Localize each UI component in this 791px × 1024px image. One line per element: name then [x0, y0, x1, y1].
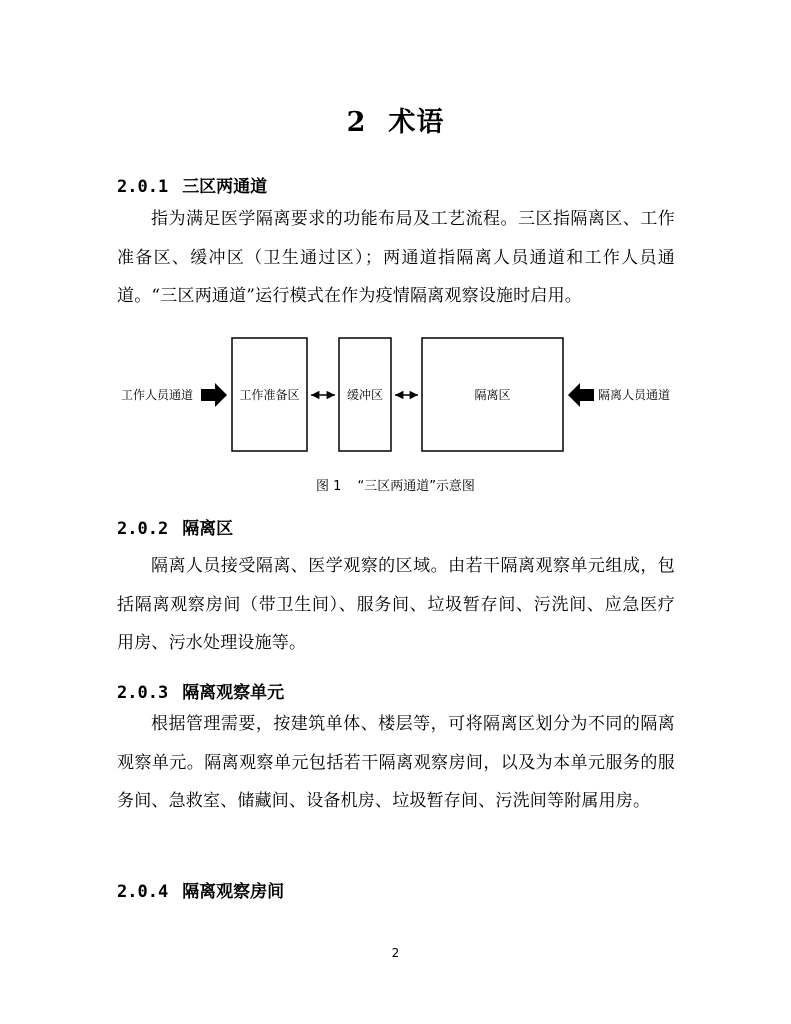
left-channel-arrow-icon: [201, 383, 227, 407]
left-channel-label: 工作人员通道: [121, 388, 194, 402]
section-heading-2-0-4: [117, 877, 284, 902]
section-heading-2-0-1: [117, 172, 267, 197]
chapter-number: 2: [346, 107, 367, 138]
section-title: 三区两通道: [182, 177, 268, 197]
section-paragraph-2-0-1: 指为满足医学隔离要求的功能布局及工艺流程。三区指隔离区、工作准备区、缓冲区（卫生通过区）；两通道指隔离人员通道和工作人员通道。“三区两通道”运行模式在作为疫情隔离观察设施时启用。: [117, 209, 675, 306]
section-title: 隔离观察房间: [182, 882, 285, 902]
page-number: 2: [391, 946, 400, 960]
chapter-title: [0, 100, 791, 139]
zone-isolation-label: 隔离区: [474, 388, 511, 402]
section-heading-2-0-3: [117, 678, 284, 703]
right-channel-label: 隔离人员通道: [598, 388, 671, 402]
zone-work-label: 工作准备区: [239, 388, 300, 402]
section-number: 2.0.3: [117, 683, 169, 703]
chapter-title-text: 术语: [388, 107, 445, 138]
section-title: 隔离观察单元: [182, 683, 285, 703]
right-channel-arrow-icon: [568, 383, 594, 407]
section-number: 2.0.2: [117, 519, 169, 539]
section-paragraph-2-0-3: 根据管理需要，按建筑单体、楼层等，可将隔离区划分为不同的隔离观察单元。隔离观察单元包括若干隔离观察房间，以及为本单元服务的服务间、急救室、储藏间、设备机房、垃圾暂存间、污洗间等附属用房。: [117, 714, 675, 811]
zone-buffer-label: 缓冲区: [346, 388, 384, 402]
section-heading-2-0-2: [117, 514, 233, 539]
section-number: 2.0.4: [117, 882, 169, 902]
figure-caption-text: “三区两通道”示意图: [357, 479, 475, 494]
section-title: 隔离区: [182, 519, 234, 539]
figure-caption: [0, 475, 791, 494]
section-paragraph-2-0-2: 隔离人员接受隔离、医学观察的区域。由若干隔离观察单元组成，包括隔离观察房间（带卫生间）、服务间、垃圾暂存间、污洗间、应急医疗用房、污水处理设施等。: [117, 556, 675, 653]
three-zones-diagram: [117, 335, 677, 455]
section-number: 2.0.1: [117, 177, 169, 197]
figure-number: 图 1: [316, 479, 342, 494]
